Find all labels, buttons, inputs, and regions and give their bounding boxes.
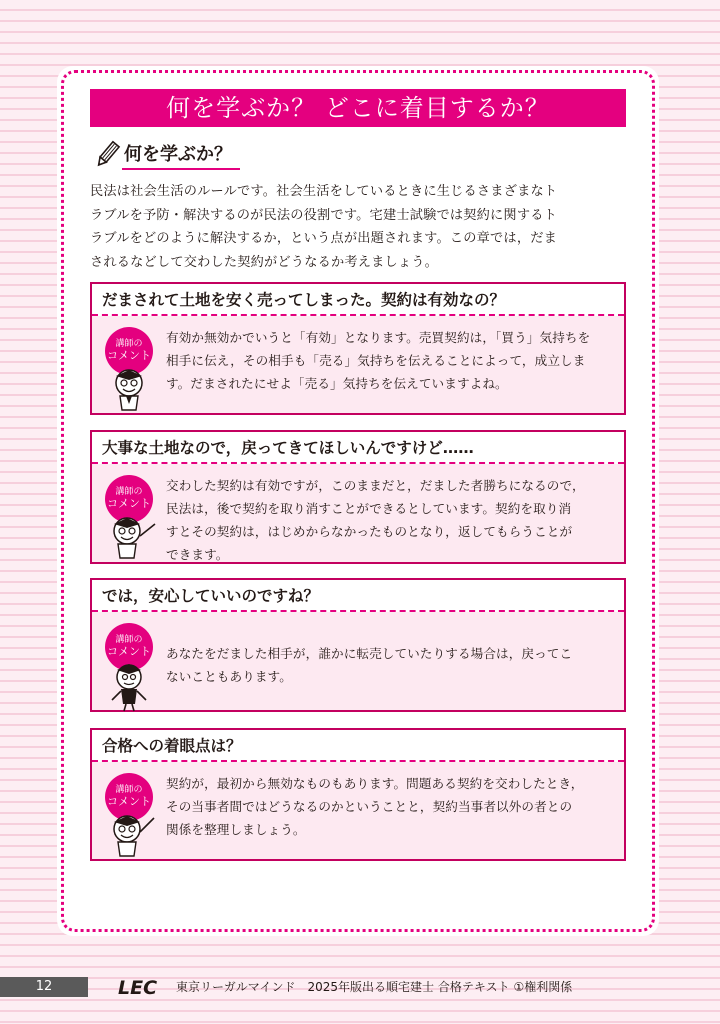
lecturer-avatar-icon (100, 474, 158, 564)
qa-question: 合格への着眼点は？ (92, 730, 624, 762)
answer-line: ないこともあります。 (166, 669, 292, 684)
page-title: 何を学ぶか？ どこに着目するか？ (90, 89, 626, 127)
page-number: 12 (0, 977, 88, 997)
intro-paragraph (90, 180, 630, 274)
badge-line1: 講師の (115, 339, 143, 349)
answer-line: 契約が，最初から無効なものもあります。問題ある契約を交わしたとき， (166, 776, 584, 791)
answer-line: あなたをだました相手が，誰かに転売していたりする場合は，戻ってこ (166, 646, 573, 661)
answer-line: その当事者間ではどうなるのかということと，契約当事者以外の者との (166, 799, 573, 814)
qa-question: 大事な土地なので，戻ってきてほしいんですけど…… (92, 432, 624, 464)
answer-line: 民法は，後で契約を取り消すことができるとしています。契約を取り消 (166, 501, 572, 516)
badge-line2: コメント (107, 497, 151, 510)
lec-logo-text: LEC (118, 977, 158, 998)
qa-answer (166, 474, 620, 566)
sub-heading-underline (122, 168, 240, 170)
qa-answer (166, 326, 620, 395)
lecturer-avatar-icon (100, 772, 158, 862)
intro-line: 民法は社会生活のルールです。社会生活をしているときに生じるさまざまなト (90, 184, 558, 199)
badge-line2: コメント (107, 645, 151, 658)
intro-line: ラブルをどのように解決するか，という点が出題されます。この章では，だま (90, 231, 557, 246)
badge-line2: コメント (107, 349, 151, 362)
qa-box (90, 282, 626, 415)
answer-line: 関係を整理しましょう。 (166, 822, 306, 837)
qa-box (90, 728, 626, 861)
intro-line: されるなどして交わした契約がどうなるか考えましょう。 (90, 254, 439, 270)
sub-heading (92, 140, 252, 170)
footer-text: 東京リーガルマインド 2025年版出る順宅建士 合格テキスト ①権利関係 (176, 980, 573, 994)
answer-line: 交わした契約は有効ですが，このままだと，だました者勝ちになるので， (166, 478, 585, 493)
pencil-icon (92, 140, 122, 170)
badge-line2: コメント (107, 795, 151, 808)
qa-answer (166, 642, 620, 688)
lec-logo (116, 976, 172, 998)
answer-line: 相手に伝え，その相手も「売る」気持ちを伝えることによって，成立しま (166, 353, 586, 368)
answer-line: す。だまされたにせよ「売る」気持ちを伝えていますよね。 (166, 376, 508, 391)
qa-question: では，安心していいのですね？ (92, 580, 624, 612)
qa-box (90, 430, 626, 564)
badge-line1: 講師の (115, 487, 143, 497)
answer-line: できます。 (166, 547, 229, 562)
badge-line1: 講師の (115, 635, 143, 645)
qa-answer (166, 772, 620, 841)
lecturer-avatar-icon (100, 326, 158, 416)
sub-heading-text: 何を学ぶか？ (124, 144, 232, 165)
badge-line1: 講師の (115, 785, 143, 795)
qa-question: だまされて土地を安く売ってしまった。契約は有効なの？ (92, 284, 624, 316)
answer-line: 有効か無効かでいうと「有効」となります。売買契約は，「買う」気持ちを (166, 330, 591, 345)
qa-box (90, 578, 626, 712)
answer-line: すとその契約は，はじめからなかったものとなり，返してもらうことが (166, 524, 573, 539)
lecturer-avatar-icon (100, 622, 158, 712)
intro-line: ラブルを予防・解決するのが民法の役割です。宅建士試験では契約に関するト (90, 207, 557, 223)
